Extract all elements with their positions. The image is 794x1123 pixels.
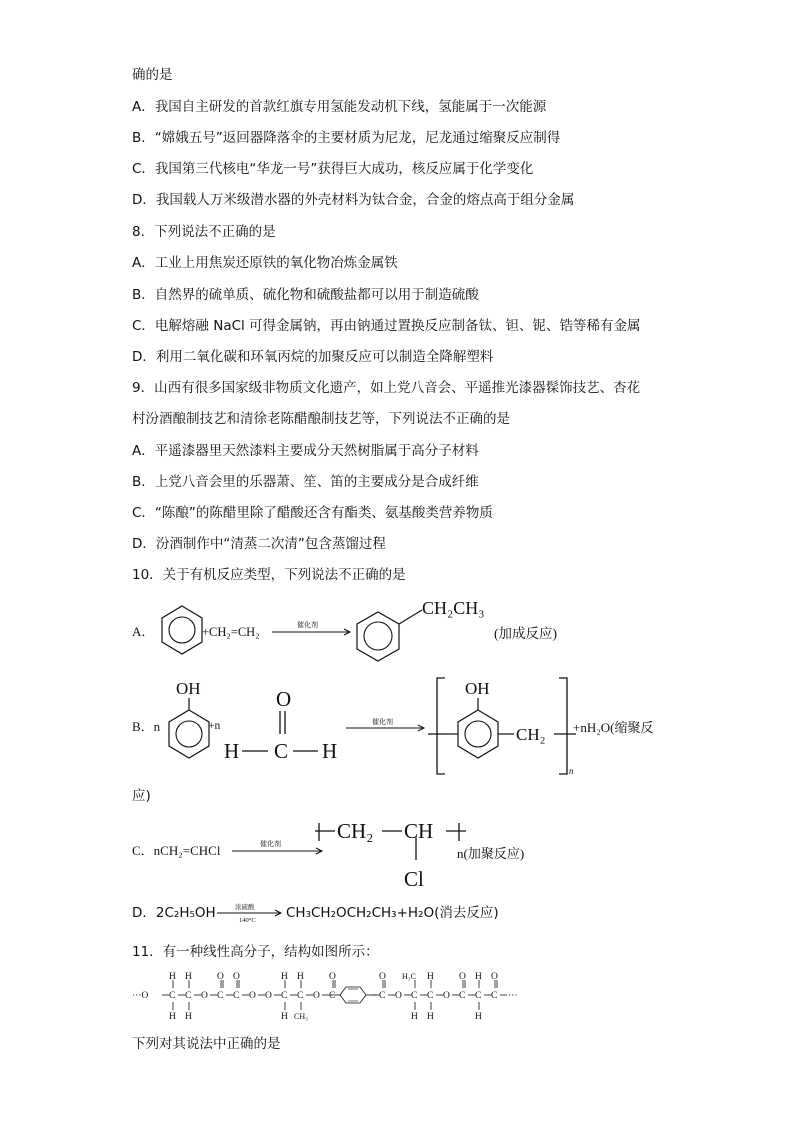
q8-option-c: C．电解熔融 NaCl 可得金属钠，再由钠通过置换反应制备钛、钽、铌、锆等稀有金属: [132, 318, 641, 334]
atom: O: [265, 991, 272, 1001]
q10b-h-left: H: [224, 739, 240, 763]
atom: C: [459, 991, 466, 1001]
para-phenylene-ring: [340, 987, 366, 1003]
atom: C: [411, 991, 418, 1001]
atom: H: [427, 1012, 434, 1022]
atom: H: [169, 1012, 176, 1022]
atom: C: [379, 991, 386, 1001]
q11-polymer-structure: [132, 966, 552, 1028]
atom: H: [297, 972, 304, 982]
q10a-catalyst: 催化剂: [297, 621, 318, 629]
q10d-cond-bottom: 140°C: [239, 917, 256, 924]
atom: H: [281, 1012, 288, 1022]
q10a-ethyl: CH₂CH₃: [422, 598, 485, 618]
q10-option-a-scheme: [132, 594, 572, 674]
q10c-label: C．nCH₂=CHCl: [132, 843, 221, 858]
atom: O: [379, 972, 386, 982]
atom: C: [329, 991, 336, 1001]
q8-stem: 8．下列说法不正确的是: [132, 224, 276, 240]
q9-stem-line1: 9．山西有很多国家级非物质文化遗产，如上党八音会、平遥推光漆器髹饰技艺、杏花: [132, 380, 641, 396]
atom: H: [185, 972, 192, 982]
q10c-tail: n(加聚反应): [457, 846, 525, 861]
atom: O: [395, 991, 402, 1001]
atom: O: [443, 991, 450, 1001]
q10b-polymer-oh: OH: [465, 679, 490, 698]
q10a-reagent: +CH₂=CH₂: [202, 625, 260, 639]
benzene-ring-reactant: [162, 606, 202, 654]
phenol-ring: [169, 698, 209, 758]
atom: H: [475, 972, 482, 982]
atom: H: [169, 972, 176, 982]
q7-option-b: B．“嫦娥五号”返回器降落伞的主要材质为尼龙，尼龙通过缩聚反应制得: [132, 130, 561, 146]
q11-followup: 下列对其说法中正确的是: [132, 1036, 281, 1052]
atom: C: [427, 991, 434, 1001]
q9-option-b: B．上党八音会里的乐器萧、笙、笛的主要成分是合成纤维: [132, 474, 479, 490]
q10b-c: C: [274, 739, 289, 763]
polymer-phenol-ring: [446, 698, 514, 758]
q10c-ch: CH: [404, 819, 434, 843]
atom: O: [249, 991, 256, 1001]
chain-end: ···: [508, 991, 518, 1001]
q11-stem: 11．有一种线性高分子，结构如图所示：: [132, 944, 379, 960]
q9-option-d: D．汾酒制作中“清蒸二次清”包含蒸馏过程: [132, 536, 386, 552]
left-bracket: [437, 678, 445, 774]
q10a-label: A．: [132, 624, 155, 639]
q10b-catalyst: 催化剂: [372, 718, 393, 726]
q10b-oh: OH: [176, 679, 201, 698]
q10b-label: B．n: [132, 719, 161, 734]
atom: H: [185, 1012, 192, 1022]
q10-option-d-arrow: [215, 902, 285, 926]
q10b-plus-n: +n: [208, 720, 221, 732]
q10b-tail: +nH₂O(缩聚反: [573, 720, 654, 735]
atom: O: [491, 972, 498, 982]
q10d-label: D．2C₂H₅OH: [132, 905, 216, 921]
q10d-product: CH₃CH₂OCH₂CH₃+H₂O(消去反应): [286, 905, 499, 921]
q7-stem-tail: 确的是: [132, 67, 173, 83]
atom: C: [233, 991, 240, 1001]
q10b-n: n: [569, 766, 574, 776]
polymer-chain: [132, 972, 518, 1022]
q8-option-d: D．利用二氧化碳和环氧丙烷的加聚反应可以制造全降解塑料: [132, 349, 494, 365]
atom: O: [233, 972, 240, 982]
atom: H: [281, 972, 288, 982]
q10c-ch2: CH₂: [337, 819, 374, 843]
q10b-ch2: CH₂: [516, 725, 546, 744]
benzene-ring-product: [357, 610, 422, 661]
atom: O: [329, 972, 336, 982]
q8-option-a: A．工业上用焦炭还原铁的氧化物冶炼金属铁: [132, 255, 398, 271]
chain-start: ···O: [132, 991, 149, 1001]
q10-stem: 10．关于有机反应类型，下列说法不正确的是: [132, 567, 406, 583]
right-bracket: [559, 678, 567, 774]
q10b-o: O: [276, 687, 292, 711]
atom: C: [169, 991, 176, 1001]
atom: C: [475, 991, 482, 1001]
atom: H: [475, 1012, 482, 1022]
q8-option-b: B．自然界的硫单质、硫化物和硫酸盐都可以用于制造硫酸: [132, 287, 479, 303]
q10b-h-right: H: [322, 739, 338, 763]
atom: O: [217, 972, 224, 982]
q10-option-c-scheme: [132, 812, 572, 892]
q7-option-c: C．我国第三代核电“华龙一号”获得巨大成功，核反应属于化学变化: [132, 161, 534, 177]
q10c-cl: Cl: [404, 867, 424, 891]
atom: C: [185, 991, 192, 1001]
q9-stem-line2: 村汾酒酿制技艺和清徐老陈醋酿制技艺等，下列说法不正确的是: [132, 411, 510, 427]
atom: C: [297, 991, 304, 1001]
atom: H: [427, 972, 434, 982]
atom: C: [217, 991, 224, 1001]
atom: H₃C: [402, 972, 416, 981]
q10b-tail-wrap: 应): [132, 788, 151, 804]
atom: O: [459, 972, 466, 982]
atom: CH₃: [294, 1012, 308, 1021]
q10c-catalyst: 催化剂: [260, 840, 281, 848]
atom: H: [411, 1012, 418, 1022]
atom: O: [201, 991, 208, 1001]
q10d-cond-top: 浓硫酸: [235, 904, 255, 911]
q7-option-a: A．我国自主研发的首款红旗专用氢能发动机下线，氢能属于一次能源: [132, 99, 547, 115]
q9-option-c: C．“陈酿”的陈醋里除了醋酸还含有酯类、氨基酸类营养物质: [132, 505, 493, 521]
q10-option-b-scheme: [132, 672, 662, 782]
q10a-type: (加成反应): [494, 626, 557, 641]
atom: C: [281, 991, 288, 1001]
atom: O: [313, 991, 320, 1001]
atom: C: [491, 991, 498, 1001]
q7-option-d: D．我国载人万米级潜水器的外壳材料为钛合金，合金的熔点高于组分金属: [132, 192, 575, 208]
q9-option-a: A．平遥漆器里天然漆料主要成分天然树脂属于高分子材料: [132, 443, 479, 459]
